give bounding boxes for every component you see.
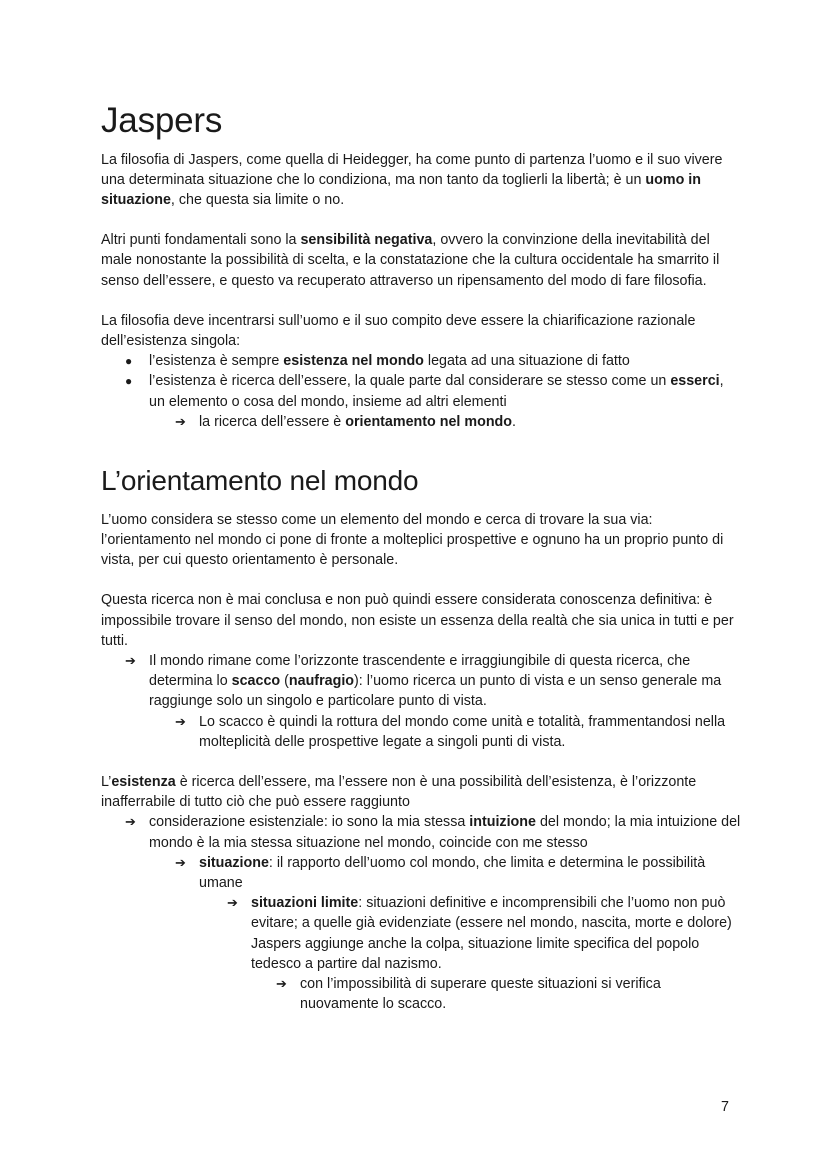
bold-text: naufragio xyxy=(288,673,355,690)
bold-text: situazioni limite xyxy=(251,895,359,912)
text-run: Questa ricerca non è mai conclusa e non può quindi essere considerata conoscenza definitiva: è impossibile trovare il senso del mondo, non esiste un essenza della realtà che sia unica in tutti e per tutti. xyxy=(101,592,734,649)
bold-text: esistenza xyxy=(111,773,176,790)
text-run: , che questa sia limite o no. xyxy=(170,191,345,208)
list-item xyxy=(175,712,741,752)
arrow-icon: ➔ xyxy=(175,854,186,870)
bold-text: esistenza nel mondo xyxy=(283,353,424,370)
bold-text: scacco xyxy=(231,673,281,690)
text-run: ): l’uomo ricerca un punto di vista e un senso generale ma raggiunge solo un singolo e particolare punto di vista. xyxy=(149,673,722,710)
arrow-icon: ➔ xyxy=(175,413,186,429)
text-run: con l’impossibilità di superare queste situazioni si verifica nuovamente lo scacco. xyxy=(300,976,661,1013)
bold-text: situazione xyxy=(199,854,269,871)
heading-orientamento: L’orientamento nel mondo xyxy=(101,464,419,496)
text-run: Lo scacco è quindi la rottura del mondo come unità e totalità, frammentandosi nella molteplicità delle prospettive legate a singoli punti di vista. xyxy=(199,713,726,750)
text-run: considerazione esistenziale: io sono la mia stessa xyxy=(149,814,470,831)
text-run: l’esistenza è ricerca dell’essere, la quale parte dal considerare se stesso come un xyxy=(149,373,671,390)
paragraph-filosofia xyxy=(101,311,741,351)
text-run: la ricerca dell’essere è xyxy=(199,413,346,430)
page-content xyxy=(101,102,741,1014)
text-run: l’esistenza è sempre xyxy=(149,353,284,370)
text-run: L’uomo considera se stesso come un elemento del mondo e cerca di trovare la sua via: l’orientamento nel mondo ci pone di fronte a molteplici prospettive e ognuno ha un proprio punto di vista, per cui questo orientamento è personale. xyxy=(101,511,724,569)
text-run: , un elemento o cosa del mondo, insieme ad altri elementi xyxy=(149,373,724,410)
text-run: legata ad una situazione di fatto xyxy=(423,353,630,370)
bold-text: orientamento nel mondo xyxy=(345,413,513,430)
list-item xyxy=(175,853,741,893)
arrow-icon: ➔ xyxy=(276,976,287,991)
list-situazioni xyxy=(101,812,741,1014)
text-run: . xyxy=(512,413,517,430)
list-scacco xyxy=(101,651,741,752)
list-item xyxy=(125,371,741,411)
bold-text: uomo in situazione xyxy=(101,171,702,208)
paragraph-esistenza xyxy=(101,772,741,812)
paragraph-sensibilita xyxy=(101,230,741,291)
paragraph-ricerca xyxy=(101,590,741,651)
text-run: L’ xyxy=(101,773,112,790)
page-number: 7 xyxy=(721,1099,729,1115)
list-item xyxy=(227,893,741,974)
paragraph-intro xyxy=(101,150,741,211)
text-run: : il rapporto dell’uomo col mondo, che limita e determina le possibilità umane xyxy=(199,854,706,891)
bold-text: intuizione xyxy=(469,814,536,831)
text-run: del mondo; la mia intuizione del mondo è la mia stessa situazione nel mondo, coincide con me stesso xyxy=(149,814,741,851)
text-run: La filosofia deve incentrarsi sull’uomo e il suo compito deve essere la chiarificazione razionale dell’esistenza singola: xyxy=(101,312,696,349)
paragraph-uomo xyxy=(101,510,741,571)
bold-text: sensibilità negativa xyxy=(300,232,433,249)
text-run: è ricerca dell’essere, ma l’essere non è una possibilità dell’esistenza, è l’orizzonte inafferrabile di tutto ciò che può essere raggiunto xyxy=(101,773,697,811)
bold-text: esserci xyxy=(670,373,720,390)
list-item xyxy=(175,412,741,432)
arrow-icon: ➔ xyxy=(227,895,238,911)
list-item xyxy=(125,651,741,712)
list-esistenza xyxy=(101,351,741,432)
bullet-icon: ● xyxy=(125,374,133,389)
text-run: : situazioni definitive e incomprensibili che l’uomo non può evitare; a quelle già evidenziate (essere nel mondo, nascita, morte e dolore) Jaspers aggiunge anche la colpa, situazione limite specifica del popolo tedesco a partire dal nazismo. xyxy=(251,895,732,972)
text-run: ( xyxy=(280,673,289,690)
list-item xyxy=(276,974,741,1014)
arrow-icon: ➔ xyxy=(175,713,186,729)
text-run: La filosofia di Jaspers, come quella di Heidegger, ha come punto di partenza l’uomo e il suo vivere una determinata situazione che lo condiziona, ma non tanto da toglierli la libertà; è un xyxy=(101,151,723,188)
heading-jaspers: Jaspers xyxy=(101,101,223,140)
arrow-icon: ➔ xyxy=(125,814,136,830)
arrow-icon: ➔ xyxy=(125,652,136,668)
text-run: Altri punti fondamentali sono la xyxy=(101,232,301,249)
text-run: , ovvero la convinzione della inevitabilità del male nonostante la possibilità di scelta, e la constatazione che la cultura occidentale ha smarrito il senso dell’essere, e questo va recuperato attraverso un ripensamento del modo di fare filosofia. xyxy=(101,232,720,289)
list-item xyxy=(125,351,741,371)
text-run: Il mondo rimane come l’orizzonte trascendente e irraggiungibile di questa ricerca, che determina lo xyxy=(149,652,691,690)
bullet-icon: ● xyxy=(125,354,133,369)
list-item xyxy=(125,812,741,852)
